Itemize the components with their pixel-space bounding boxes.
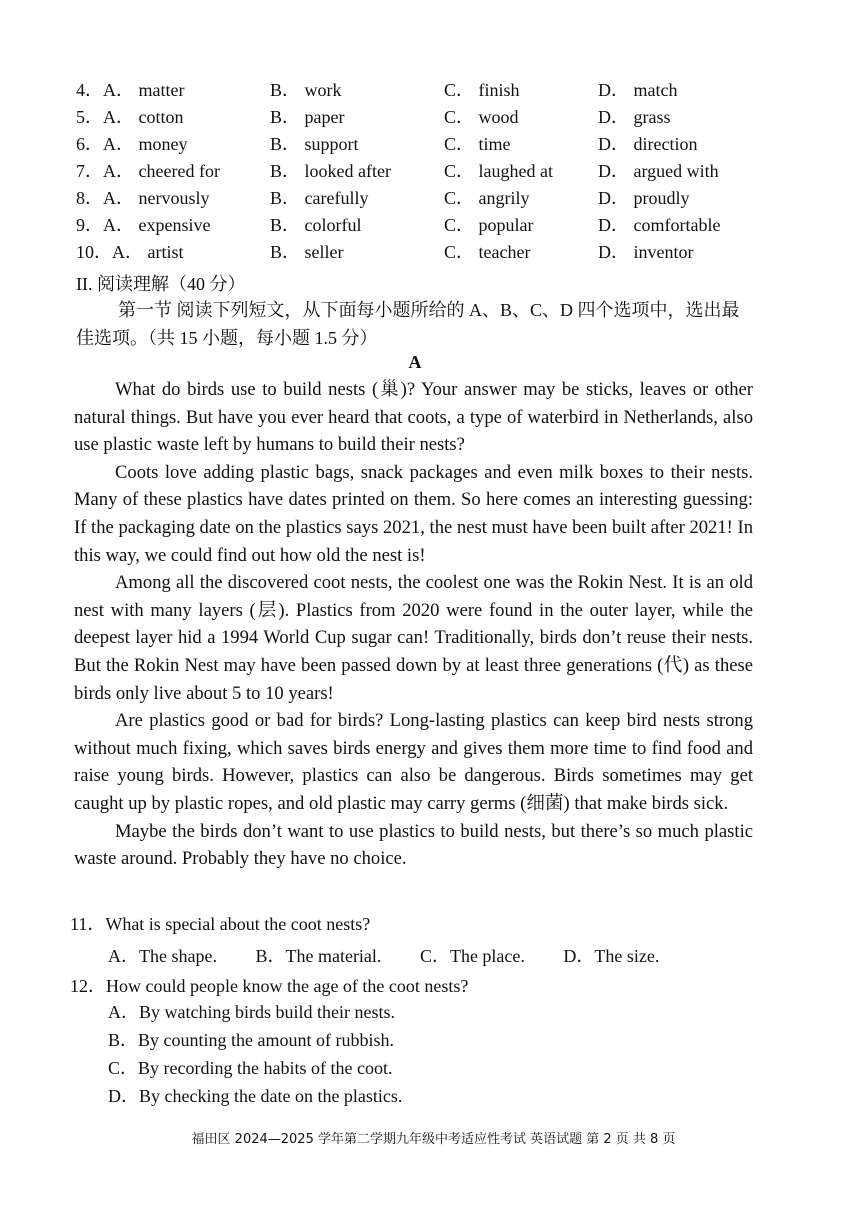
option-b: B． support [270,134,359,154]
passage-label: A [408,352,422,372]
question-stem: 11．What is special about the coot nests? [70,914,371,934]
option-a: 7．A． cheered for [76,161,220,181]
option-row [76,155,796,182]
section-title: II. 阅读理解（40 分） [76,274,246,294]
option-b: B． colorful [270,215,362,235]
answer-option-a: A．By watching birds build their nests. [108,1002,395,1022]
answer-option-c: C．By recording the habits of the coot. [108,1058,393,1078]
option-d: D． match [598,80,678,100]
option-row [76,101,796,128]
option-c: C． wood [444,107,519,127]
passage-paragraph: Among all the discovered coot nests, the coolest one was the Rokin Nest. It is an old nest with many layers (层). Plastics from 2020 were found in the outer layer, while the deepest layer hid a 1994 World Cup sugar can! Traditionally, birds don’t reuse their nests. But the Rokin Nest may have been passed down by at least three generations (代) as these birds only live about 5 to 10 years! [74,572,753,704]
question-12 [70,972,468,1110]
section-instructions: 第一节 阅读下列短文，从下面每小题所给的 A、B、C、D 四个选项中，选出最佳选项。（共 15 小题，每小题 1.5 分） [76,300,740,348]
option-a: 10．A． artist [76,242,184,262]
option-a: 4．A． matter [76,80,185,100]
reading-passage [74,376,753,873]
option-a: 9．A． expensive [76,215,211,235]
passage-paragraph: Are plastics good or bad for birds? Long-lasting plastics can keep bird nests strong without much fixing, which saves birds energy and gives them more time to find food and raise young birds. However, plastics can also be dangerous. Birds sometimes may get caught up by plastic ropes, and old plastic may carry germs (细菌) that make birds sick. [74,710,753,814]
option-a: 6．A． money [76,134,188,154]
answer-option-a: A．The shape. [108,946,217,966]
option-row [76,74,796,101]
option-c: C． popular [444,215,534,235]
answer-options [70,942,693,968]
option-c: C． laughed at [444,161,553,181]
option-c: C． angrily [444,188,530,208]
option-d: D． grass [598,107,671,127]
passage-paragraph: What do birds use to build nests (巢)? Your answer may be sticks, leaves or other natural things. But have you ever heard that coots, a type of waterbird in Netherlands, also use plastic waste left by humans to build their nests? [74,379,753,456]
vocab-options [76,74,796,263]
option-b: B． paper [270,107,345,127]
option-d: D． proudly [598,188,690,208]
option-a: 5．A． cotton [76,107,184,127]
answer-option-c: C．The place. [419,946,525,966]
option-d: D． comfortable [598,215,721,235]
option-b: B． seller [270,242,344,262]
question-stem: 12．How could people know the age of the coot nests? [70,976,469,996]
option-d: D． inventor [598,242,694,262]
option-row [76,128,796,155]
option-b: B． looked after [270,161,391,181]
passage-paragraph: Coots love adding plastic bags, snack packages and even milk boxes to their nests. Many of these plastics have dates printed on them. So here comes an interesting guessing: If the packaging date on the plastics says 2021, the nest must have been built after 2021! In this way, we could find out how old the nest is! [74,461,753,566]
option-c: C． time [444,134,511,154]
option-b: B． carefully [270,188,369,208]
option-row [76,209,796,236]
answer-option-b: B．The material. [255,946,382,966]
answer-option-b: B．By counting the amount of rubbish. [108,1030,394,1050]
page-footer: 福田区 2024—2025 学年第二学期九年级中考适应性考试 英语试题 第 2 页 共 8 页 [191,1132,676,1147]
option-c: C． finish [444,80,520,100]
passage-paragraph: Maybe the birds don’t want to use plastics to build nests, but there’s so much plastic waste around. Probably they have no choice. [74,820,753,870]
option-row [76,236,796,263]
option-b: B． work [270,80,342,100]
option-row [76,182,796,209]
option-d: D． argued with [598,161,719,181]
answer-option-d: D．By checking the date on the plastics. [108,1086,403,1106]
answer-option-d: D．The size. [563,946,660,966]
option-d: D． direction [598,134,698,154]
question-11 [70,910,693,968]
option-c: C． teacher [444,242,531,262]
option-a: 8．A． nervously [76,188,210,208]
